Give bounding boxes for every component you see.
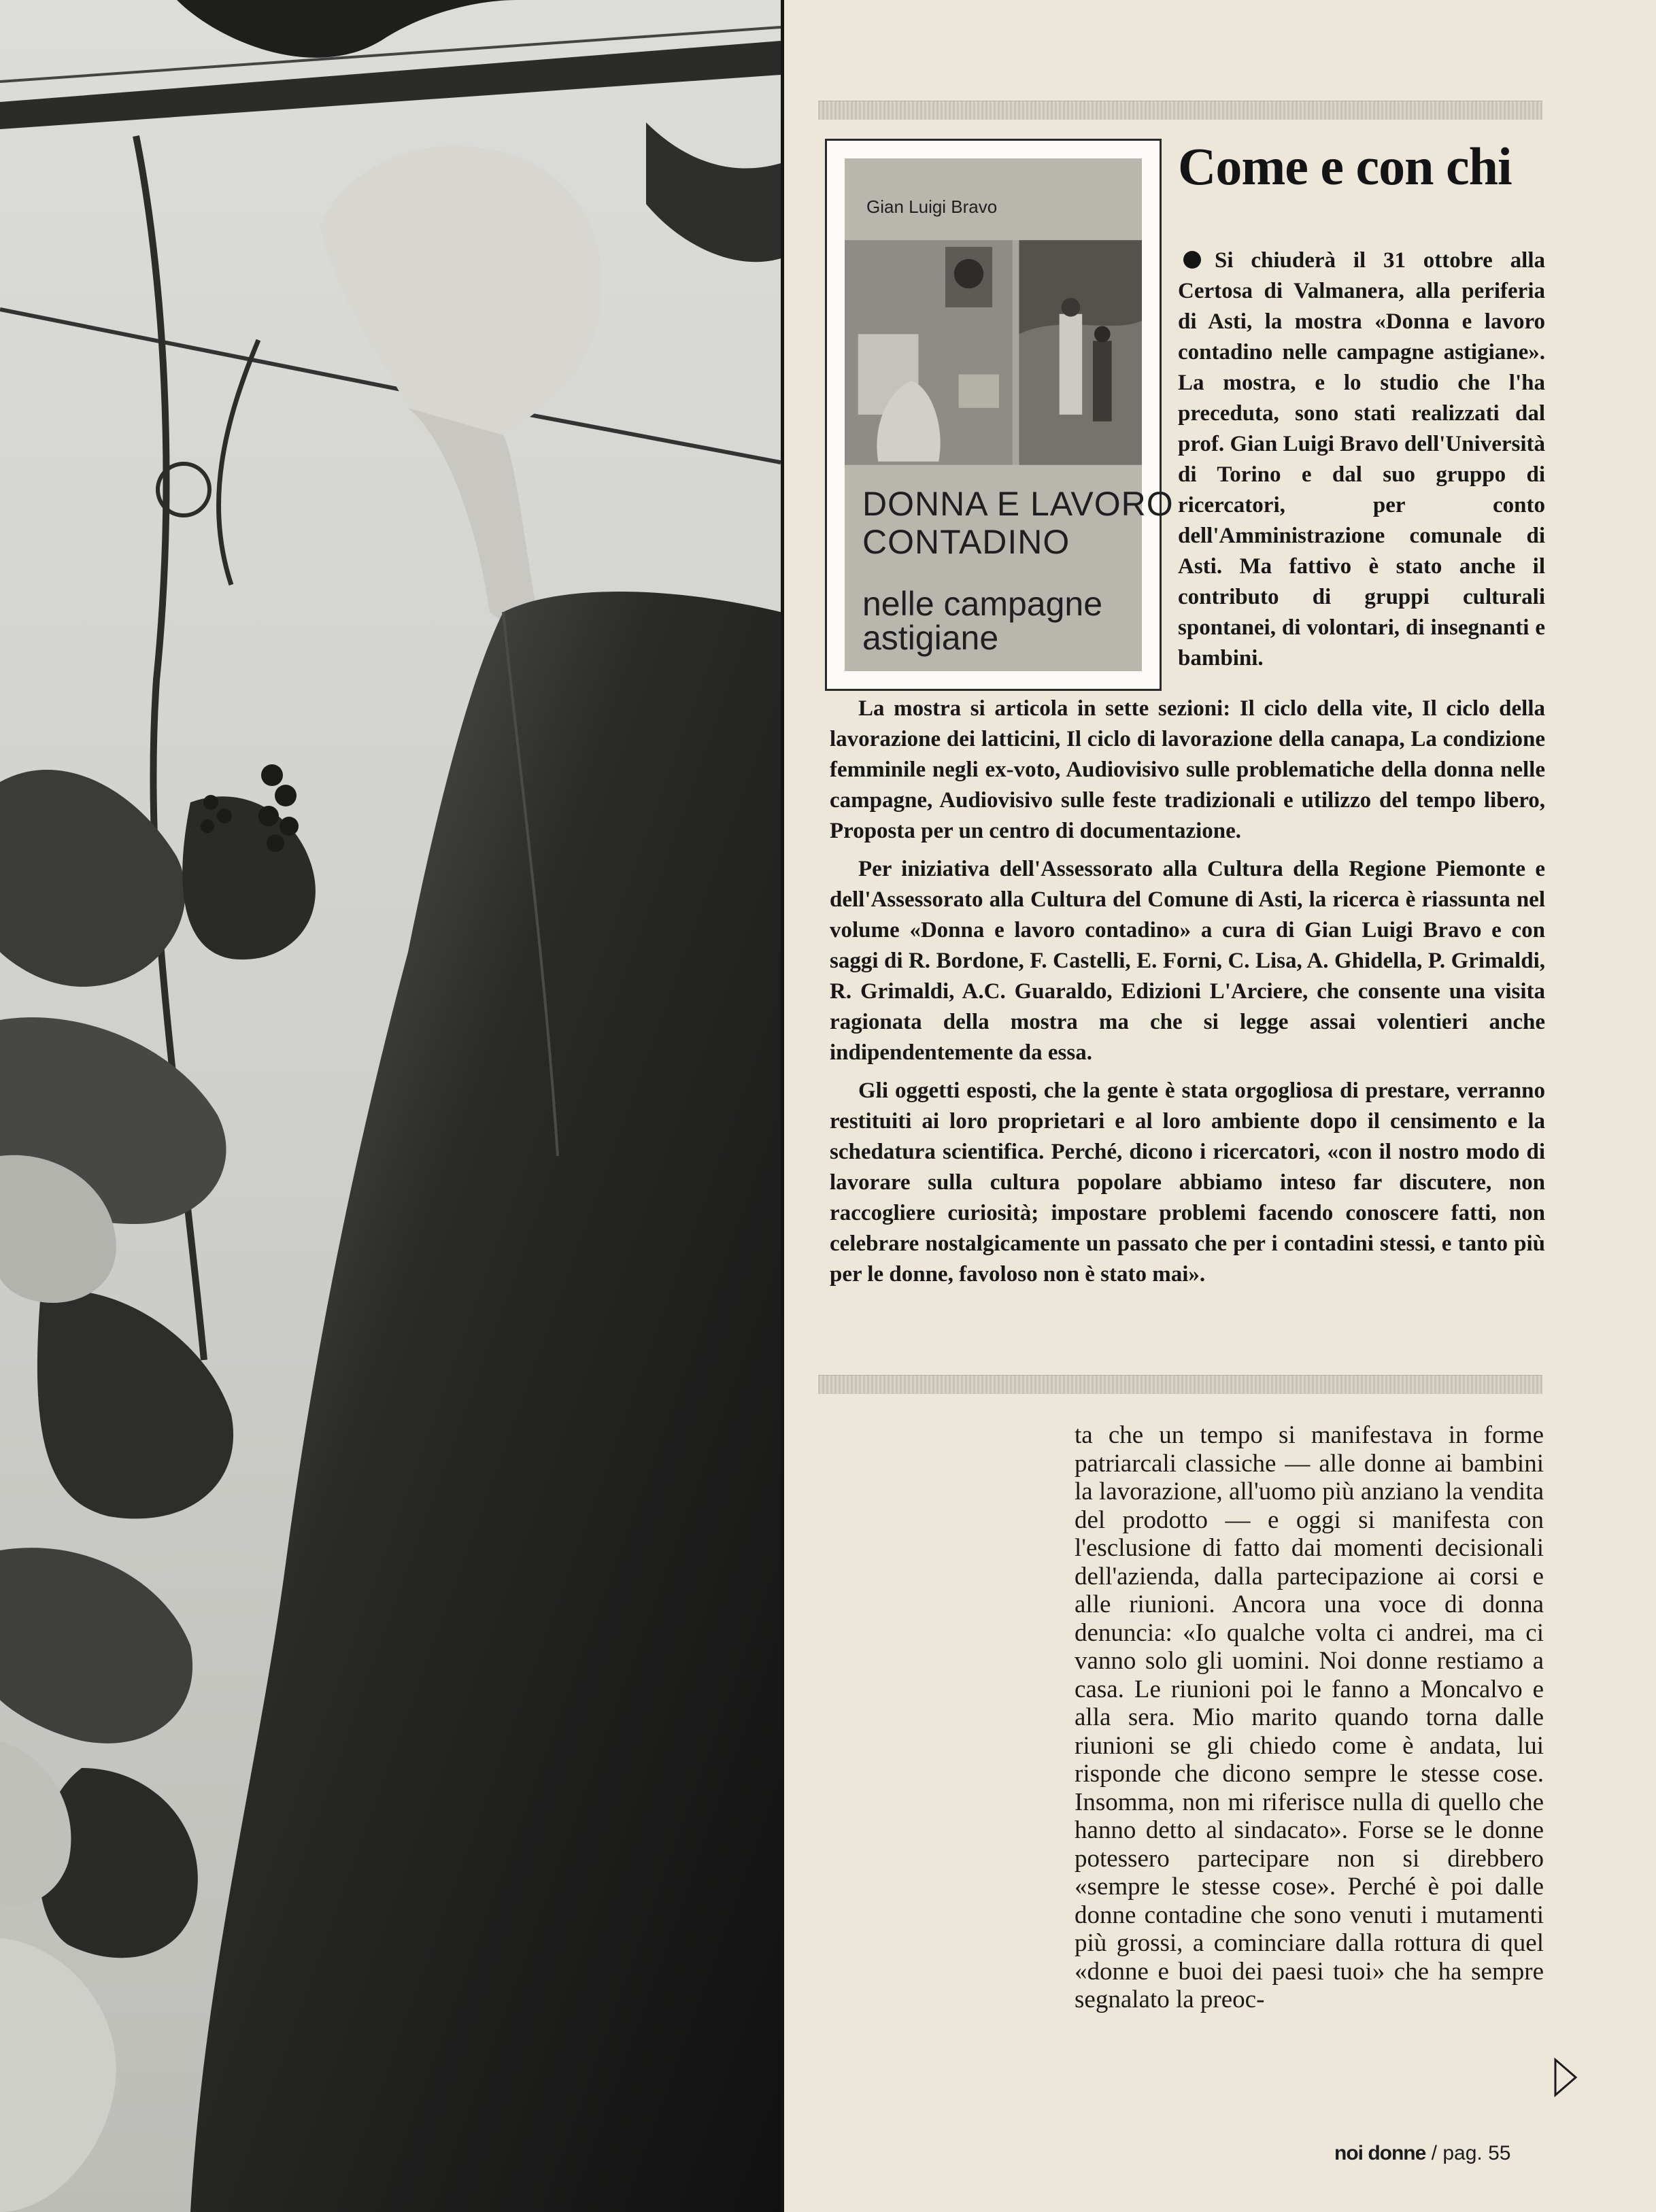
page-footer [1334, 2142, 1510, 2165]
article-body: ta che un tempo si manifestava in forme patriarcali classiche — alle donne ai bambini la lavorazione, all'uomo più anziano la vendita del prodotto — e oggi si manifesta con l'esclusione di fatto dai momenti decisionali dell'azienda, dalla partecipazione ai corsi e alle riunioni. Ancora una voce di donna denuncia: «Io qualche volta ci andrei, ma ci vanno solo gli uomini. Noi donne restiamo a casa. Le riunioni poi le fanno a Moncalvo e alla sera. Mio marito quando torna dalle riunioni se gli chiedo come è andata, lui risponde che dicono sempre le stesse cose. Insomma, non mi riferisce nulla di quello che hanno detto al sindacato». Forse se le donne potessero partecipare non si direbbero «sempre le stesse cose». Perché è poi dalle donne contadine che sono venuti i mutamenti più grossi, a cominciare dalla rottura di quel «donne e buoi dei paesi tuoi» che ha sempre segnalato la preoc- [1075, 1421, 1544, 2013]
book-author: Gian Luigi Bravo [866, 197, 998, 217]
magazine-name: noi donne [1334, 2142, 1426, 2164]
book-title [862, 485, 1174, 561]
box-title: Come e con chi [1178, 137, 1512, 196]
box-paragraph: La mostra si articola in sette sezioni: Il ciclo della vite, Il ciclo della lavorazione dei latticini, Il ciclo di lavorazione della canapa, La condizione femminile negli ex-voto, Audiovisivo sulle problematiche della donna nelle campagne, Audiovisivo sulle feste tradizionali e utilizzo del tempo libero, Proposta per un centro di documentazione. [830, 696, 1545, 843]
top-rule [818, 101, 1542, 120]
vineyard-photo [0, 0, 781, 2212]
book-cover [825, 139, 1174, 691]
box-paragraphs [830, 694, 1545, 1297]
book-subtitle [862, 587, 1102, 655]
book-subtitle-line-1: nelle campagne [862, 585, 1103, 623]
footer-separator: / [1431, 2142, 1437, 2164]
book-cover-photos [845, 239, 1142, 466]
page-number: pag. 55 [1442, 2142, 1511, 2164]
box-intro [1178, 245, 1545, 674]
book-title-line-2: CONTADINO [862, 523, 1070, 561]
box-paragraph: Gli oggetti esposti, che la gente è stata orgogliosa di prestare, verranno restituiti ai loro proprietari e al loro ambiente dopo il censimento e la schedatura scientifica. Perché, dicono i ricercatori, «con il nostro modo di lavorare sulla cultura popolare abbiamo inteso far discutere, non raccogliere curiosità; impostare problemi facendo conoscere fatti, non celebrare nostalgicamente un passato che per i contadini stessi, e tanto più per le donne, favoloso non è stato mai». [830, 1078, 1545, 1287]
middle-rule [818, 1375, 1542, 1394]
book-cover-panel [845, 158, 1174, 671]
book-title-line-1: DONNA E LAVORO [862, 485, 1174, 523]
box-paragraph: Per iniziativa dell'Assessorato alla Cultura della Regione Piemonte e dell'Assessorato alla Cultura del Comune di Asti, la ricerca è riassunta nel volume «Donna e lavoro contadino» a cura di Gian Luigi Bravo e con saggi di R. Bordone, F. Castelli, E. Forni, C. Lisa, A. Ghidella, P. Grimaldi, R. Grimaldi, A.C. Guaraldo, Edizioni L'Arciere, che consente una visita ragionata della mostra ma che si legge assai volentieri anche indipendentemente da essa. [830, 857, 1545, 1065]
box-intro-text: Si chiuderà il 31 ottobre alla Certosa di Valmanera, alla periferia di Asti, la mostra «Donna e lavoro contadino nelle campagne astigiane». La mostra, e lo studio che l'ha preceduta, sono stati realizzati dal prof. Gian Luigi Bravo dell'Università di Torino e dal suo gruppo di ricercatori, per conto dell'Amministrazione comunale di Asti. Ma fattivo è stato anche il contributo di gruppi culturali spontanei, di volontari, di insegnanti e bambini. [1178, 248, 1545, 670]
continue-arrow-icon [1553, 2057, 1580, 2098]
book-subtitle-line-2: astigiane [862, 619, 999, 657]
photo-border [781, 0, 784, 2212]
bullet-icon [1183, 251, 1201, 269]
